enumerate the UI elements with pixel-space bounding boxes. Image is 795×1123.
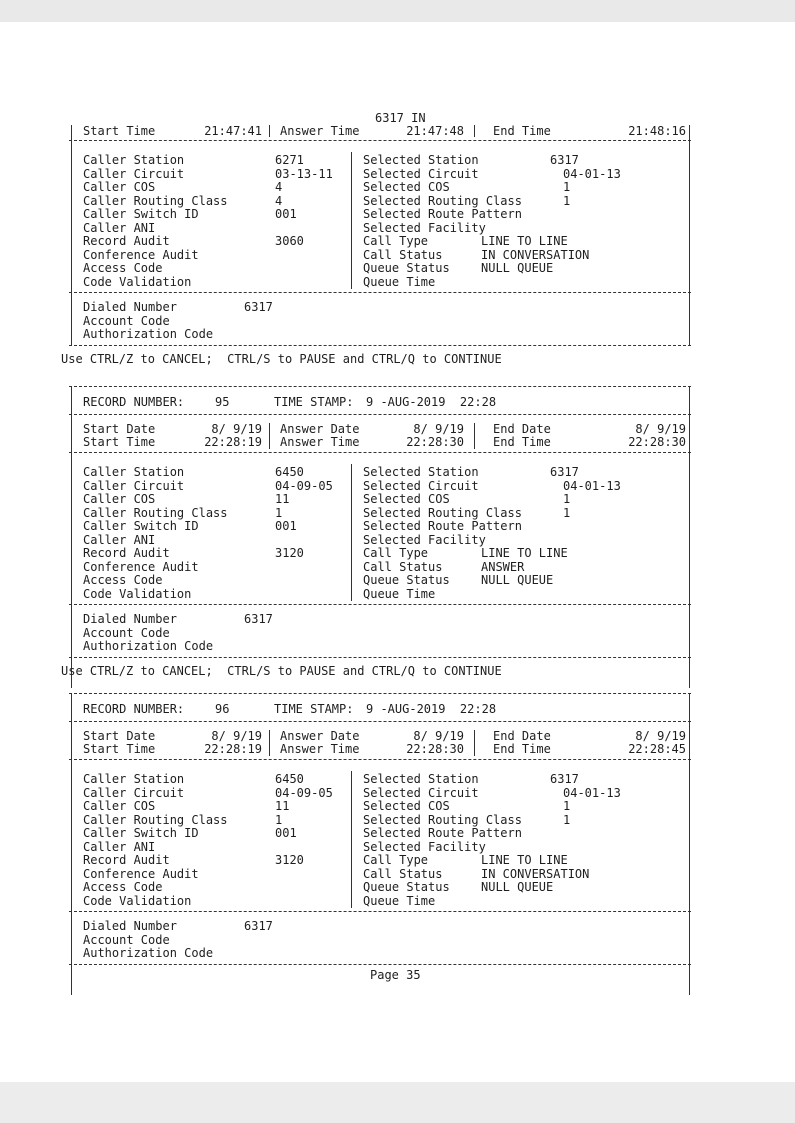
time-row-start-value: 21:47:41: [204, 124, 262, 138]
dashed-rule: [69, 759, 691, 760]
caller-field-label: Caller ANI: [83, 220, 156, 235]
selected-field-label: Call Type: [363, 546, 429, 560]
caller-field-label: Code Validation: [83, 893, 192, 908]
selected-field-label: Queue Time: [363, 893, 436, 908]
caller-field-label: Conference Audit: [83, 559, 199, 574]
time-separator: [474, 125, 475, 137]
time-separator: [269, 423, 270, 449]
selected-field-label: Queue Status: [363, 573, 450, 587]
caller-field-label: Caller Circuit: [83, 166, 185, 181]
selected-field-value: IN CONVERSATION: [481, 866, 590, 881]
selected-field-label: Selected Route Pattern: [363, 207, 522, 221]
selected-field-value: 1: [563, 180, 571, 194]
time-separator: [269, 730, 270, 756]
time-row-answer-label: Answer Time: [280, 435, 360, 449]
frame-right: [689, 125, 690, 346]
caller-field-label: Record Audit: [83, 853, 170, 867]
dialed-number-label: Dialed Number: [83, 919, 177, 933]
selected-field-value: 6317: [550, 465, 579, 479]
authorization-code-label: Authorization Code: [83, 639, 214, 653]
dashed-rule: [69, 604, 691, 605]
caller-field-label: Caller Switch ID: [83, 826, 199, 840]
date-row-end-label: End Date: [493, 422, 551, 436]
selected-field-value: ANSWER: [481, 559, 525, 574]
record-number-value: 95: [215, 395, 230, 409]
selected-field-value: 1: [563, 492, 571, 506]
selected-field-value: 1: [563, 505, 571, 520]
caller-field-label: Conference Audit: [83, 247, 199, 262]
time-row-start-value: 22:28:19: [204, 742, 262, 756]
caller-field-label: Caller COS: [83, 492, 156, 506]
caller-field-label: Access Code: [83, 573, 163, 587]
time-stamp-value: 9 -AUG-2019 22:28: [366, 395, 497, 409]
time-row-end-value: 22:28:45: [628, 742, 686, 756]
caller-field-value: 001: [275, 826, 297, 840]
selected-field-value: 04-01-13: [563, 478, 621, 493]
caller-field-value: 4: [275, 193, 283, 208]
dashed-rule: [69, 911, 691, 912]
date-row-start-value: 8/ 9/19: [211, 422, 262, 436]
selected-field-label: Call Status: [363, 866, 443, 881]
selected-field-label: Selected Circuit: [363, 478, 479, 493]
time-row-answer-value: 21:47:48: [406, 124, 464, 138]
selected-field-value: NULL QUEUE: [481, 880, 554, 894]
selected-field-label: Selected Station: [363, 465, 479, 479]
selected-field-label: Call Status: [363, 559, 443, 574]
column-divider: [351, 152, 352, 289]
selected-field-value: 04-01-13: [563, 785, 621, 800]
selected-field-label: Call Status: [363, 247, 443, 262]
date-row-start-label: Start Date: [83, 422, 156, 436]
selected-field-value: 1: [563, 799, 571, 813]
time-row-start-label: Start Time: [83, 124, 156, 138]
selected-field-label: Selected Routing Class: [363, 193, 522, 208]
caller-field-label: Conference Audit: [83, 866, 199, 881]
caller-field-label: Caller ANI: [83, 532, 156, 547]
selected-field-value: 04-01-13: [563, 166, 621, 181]
caller-field-label: Caller Routing Class: [83, 193, 228, 208]
caller-field-label: Caller ANI: [83, 839, 156, 854]
time-stamp-label: TIME STAMP:: [274, 702, 354, 716]
caller-field-label: Access Code: [83, 880, 163, 894]
caller-field-label: Caller Circuit: [83, 478, 185, 493]
frame-left: [71, 386, 72, 688]
date-row-answer-value: 8/ 9/19: [413, 422, 464, 436]
time-separator: [474, 423, 475, 449]
caller-field-value: 3120: [275, 853, 304, 867]
selected-field-value: 1: [563, 193, 571, 208]
selected-field-value: 1: [563, 812, 571, 827]
time-stamp-label: TIME STAMP:: [274, 395, 354, 409]
dialed-number-label: Dialed Number: [83, 612, 177, 626]
time-row-start-label: Start Time: [83, 742, 156, 756]
frame-right: [689, 693, 690, 995]
caller-field-label: Caller Circuit: [83, 785, 185, 800]
selected-field-value: LINE TO LINE: [481, 853, 568, 867]
selected-field-value: LINE TO LINE: [481, 234, 568, 248]
frame-right: [689, 386, 690, 688]
caller-field-label: Caller Routing Class: [83, 505, 228, 520]
selected-field-label: Queue Status: [363, 880, 450, 894]
cancel-instruction: Use CTRL/Z to CANCEL; CTRL/S to PAUSE and CTRL/Q to CONTINUE: [61, 664, 502, 678]
date-row-answer-value: 8/ 9/19: [413, 729, 464, 743]
caller-field-value: 3060: [275, 234, 304, 248]
dashed-rule: [69, 345, 691, 346]
caller-field-label: Code Validation: [83, 274, 192, 289]
selected-field-label: Queue Time: [363, 586, 436, 601]
time-row-answer-label: Answer Time: [280, 124, 360, 138]
selected-field-label: Selected Station: [363, 772, 479, 786]
selected-field-label: Selected Route Pattern: [363, 519, 522, 533]
caller-field-value: 03-13-11: [275, 166, 333, 181]
date-row-answer-label: Answer Date: [280, 729, 360, 743]
time-row-end-label: End Time: [493, 124, 551, 138]
time-row-answer-value: 22:28:30: [406, 435, 464, 449]
caller-field-value: 3120: [275, 546, 304, 560]
date-row-answer-label: Answer Date: [280, 422, 360, 436]
caller-field-value: 1: [275, 505, 283, 520]
time-row-end-value: 21:48:16: [628, 124, 686, 138]
cancel-instruction: Use CTRL/Z to CANCEL; CTRL/S to PAUSE and CTRL/Q to CONTINUE: [61, 352, 502, 366]
selected-field-label: Queue Time: [363, 274, 436, 289]
time-row-start-label: Start Time: [83, 435, 156, 449]
selected-field-label: Selected Facility: [363, 220, 486, 235]
caller-field-value: 04-09-05: [275, 478, 333, 493]
dialed-number-label: Dialed Number: [83, 300, 177, 314]
selected-field-value: IN CONVERSATION: [481, 247, 590, 262]
selected-field-value: LINE TO LINE: [481, 546, 568, 560]
time-row-end-label: End Time: [493, 435, 551, 449]
time-row-end-value: 22:28:30: [628, 435, 686, 449]
caller-field-label: Caller Station: [83, 465, 185, 479]
caller-field-label: Record Audit: [83, 234, 170, 248]
selected-field-label: Call Type: [363, 853, 429, 867]
caller-field-value: 11: [275, 492, 290, 506]
column-divider: [351, 464, 352, 601]
selected-field-label: Queue Status: [363, 261, 450, 275]
date-row-end-value: 8/ 9/19: [635, 729, 686, 743]
dashed-rule: [69, 964, 691, 965]
dashed-rule: [69, 452, 691, 453]
account-code-label: Account Code: [83, 313, 170, 328]
time-stamp-value: 9 -AUG-2019 22:28: [366, 702, 497, 716]
caller-field-value: 6450: [275, 465, 304, 479]
dashed-rule: [69, 721, 691, 722]
caller-field-value: 11: [275, 799, 290, 813]
selected-field-label: Selected Facility: [363, 839, 486, 854]
dashed-rule: [69, 657, 691, 658]
scan-top-edge: [0, 0, 795, 22]
record-number-label: RECORD NUMBER:: [83, 702, 185, 716]
account-code-label: Account Code: [83, 625, 170, 640]
account-code-label: Account Code: [83, 932, 170, 947]
authorization-code-label: Authorization Code: [83, 946, 214, 960]
column-divider: [351, 771, 352, 908]
selected-field-label: Selected Facility: [363, 532, 486, 547]
selected-field-label: Selected Circuit: [363, 166, 479, 181]
selected-field-label: Selected COS: [363, 799, 450, 813]
caller-field-label: Caller Switch ID: [83, 207, 199, 221]
caller-field-label: Code Validation: [83, 586, 192, 601]
time-separator: [269, 125, 270, 137]
dashed-rule: [69, 414, 691, 415]
record-number-label: RECORD NUMBER:: [83, 395, 185, 409]
dialed-number-value: 6317: [244, 612, 273, 626]
caller-field-label: Caller COS: [83, 180, 156, 194]
date-row-start-value: 8/ 9/19: [211, 729, 262, 743]
caller-field-value: 6271: [275, 153, 304, 167]
page-number: Page 35: [370, 968, 421, 982]
record-number-value: 96: [215, 702, 230, 716]
caller-field-value: 1: [275, 812, 283, 827]
dialed-number-value: 6317: [244, 300, 273, 314]
date-row-end-value: 8/ 9/19: [635, 422, 686, 436]
selected-field-label: Selected COS: [363, 492, 450, 506]
time-row-start-value: 22:28:19: [204, 435, 262, 449]
caller-field-value: 04-09-05: [275, 785, 333, 800]
caller-field-label: Access Code: [83, 261, 163, 275]
caller-field-value: 001: [275, 519, 297, 533]
selected-field-value: NULL QUEUE: [481, 261, 554, 275]
frame-left: [71, 693, 72, 995]
selected-field-label: Call Type: [363, 234, 429, 248]
date-row-end-label: End Date: [493, 729, 551, 743]
selected-field-label: Selected Route Pattern: [363, 826, 522, 840]
header-line: 6317 IN: [375, 111, 426, 125]
selected-field-label: Selected Routing Class: [363, 812, 522, 827]
selected-field-label: Selected Routing Class: [363, 505, 522, 520]
dashed-rule: [69, 292, 691, 293]
selected-field-label: Selected Station: [363, 153, 479, 167]
caller-field-label: Caller Station: [83, 772, 185, 786]
selected-field-value: 6317: [550, 153, 579, 167]
dashed-rule: [69, 140, 691, 141]
authorization-code-label: Authorization Code: [83, 327, 214, 341]
time-row-answer-value: 22:28:30: [406, 742, 464, 756]
selected-field-value: 6317: [550, 772, 579, 786]
caller-field-label: Caller Switch ID: [83, 519, 199, 533]
time-row-answer-label: Answer Time: [280, 742, 360, 756]
caller-field-label: Caller Station: [83, 153, 185, 167]
caller-field-value: 4: [275, 180, 283, 194]
caller-field-value: 001: [275, 207, 297, 221]
caller-field-label: Record Audit: [83, 546, 170, 560]
caller-field-value: 6450: [275, 772, 304, 786]
dashed-rule: [69, 386, 691, 387]
selected-field-label: Selected COS: [363, 180, 450, 194]
caller-field-label: Caller Routing Class: [83, 812, 228, 827]
date-row-start-label: Start Date: [83, 729, 156, 743]
selected-field-label: Selected Circuit: [363, 785, 479, 800]
time-row-end-label: End Time: [493, 742, 551, 756]
selected-field-value: NULL QUEUE: [481, 573, 554, 587]
time-separator: [474, 730, 475, 756]
dialed-number-value: 6317: [244, 919, 273, 933]
caller-field-label: Caller COS: [83, 799, 156, 813]
scan-bottom-edge: [0, 1082, 795, 1123]
frame-left: [71, 125, 72, 346]
dashed-rule: [69, 693, 691, 694]
